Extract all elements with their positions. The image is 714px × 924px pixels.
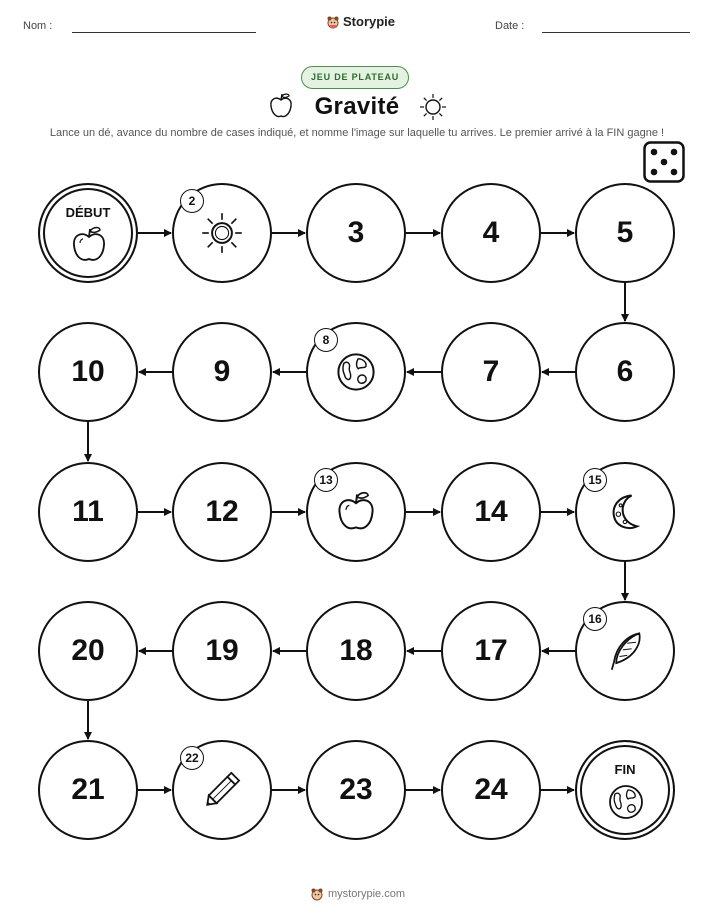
space-number: 10 [71,355,105,388]
space-label: FIN [614,762,636,777]
footer-url: mystorypie.com [328,888,406,900]
space-number: 4 [482,216,500,249]
space-label: DÉBUT [65,205,111,220]
brand-name: Storypie [343,14,396,29]
start-space [38,183,138,283]
board-space [172,740,272,840]
space-number: 17 [474,634,508,667]
space-number: 23 [339,773,373,806]
space-number: 9 [213,355,231,388]
moon-icon [603,490,647,534]
finish-space [575,740,675,840]
board-space [38,740,138,840]
board-space [441,183,541,283]
earth-icon [606,782,646,822]
date-label: Date : [495,20,525,32]
sun-icon [200,211,244,255]
board-space [306,601,406,701]
board-space [306,462,406,562]
apple-icon [69,225,109,265]
pencil-icon [200,768,244,812]
instructions: Lance un dé, avance du nombre de cases indiqué, et nomme l'image sur laquelle tu arrives. Le premier arrivé à la FIN gagne ! [49,127,665,139]
space-number: 12 [205,495,239,528]
space-number-badge: 13 [314,468,338,492]
board-space [575,601,675,701]
space-number: 7 [482,355,500,388]
space-number: 21 [71,773,105,806]
space-number: 14 [474,495,508,528]
space-number-badge: 8 [314,328,338,352]
space-number: 24 [474,773,508,806]
space-number: 5 [616,216,634,249]
board-space [441,601,541,701]
board-space [172,183,272,283]
board-space [306,740,406,840]
game-type-badge: JEU DE PLATEAU [301,66,409,89]
board-space [172,322,272,422]
footer [310,887,405,901]
board-space [441,462,541,562]
board-space [38,462,138,562]
board-space [575,183,675,283]
space-number: 3 [347,216,365,249]
space-number: 11 [72,495,104,528]
space-number: 6 [616,355,634,388]
name-label: Nom : [23,20,53,32]
board-space [441,740,541,840]
board-space [38,322,138,422]
space-number: 20 [71,634,105,667]
board-space [172,462,272,562]
board-space [306,322,406,422]
board-space [575,322,675,422]
space-number-badge: 15 [583,468,607,492]
board-space [575,462,675,562]
board-space [306,183,406,283]
space-number: 19 [205,634,239,667]
space-number-badge: 16 [583,607,607,631]
page-title: Gravité [314,93,400,120]
feather-icon [603,629,647,673]
space-number-badge: 22 [180,746,204,770]
board-space [38,601,138,701]
earth-icon [334,350,378,394]
board-space [441,322,541,422]
storypie-logo-icon [310,887,324,901]
apple-icon [334,490,378,534]
space-number-badge: 2 [180,189,204,213]
space-number: 18 [339,634,373,667]
board-space [172,601,272,701]
